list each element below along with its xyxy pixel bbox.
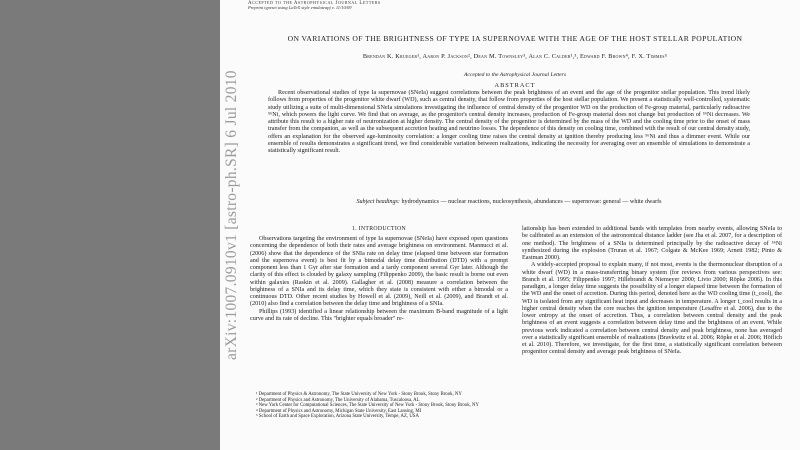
left-column	[250, 236, 508, 323]
footnotes	[250, 392, 508, 420]
intro-heading: 1. INTRODUCTION	[351, 226, 407, 232]
subject-headings-text: hydrodynamics — nuclear reactions, nucleosynthesis, abundances — supernovae: general — white dwarfs	[401, 199, 662, 205]
right-paragraph-2: A widely-accepted proposal to explain many, if not most, events is the thermonuclear disruption of a white dwarf (WD) in a mass-transferring binary system (for reviews from various perspectives see: Branch et al. 1995; Filippenko 1997; Hillebrandt & Niemeyer 2000; Livio 2000; Röpke 2006). In this paradigm, a longer delay time suggests the possibility of a longer elapsed time between the formation of the WD and the onset of accretion. During this period, denoted here as the WD cooling time (t_cool), the WD is isolated from any significant heat input and decreases in temperature. A longer t_cool results in a higher central density when the core reaches the ignition temperature (Lesaffre et al. 2006), due to the lower entropy at the onset of accretion. Thus, a correlation between central density and the peak brightness of an event suggests a correlation between delay time and the brightness of an event. While previous work indicated a correlation between central density and peak brightness, none has averaged over a statistically significant ensemble of realizations (Bravkwitz et al. 2006; Röpke et al. 2006; Höflich et al. 2010). Therefore, we investigate, for the first time, a statistically significant correlation between progenitor central density and average peak brightness of SNeIa.	[522, 262, 782, 356]
footnote: ³ New York Center for Computational Sciences, The State University of New York - Stony Brook, Stony Brook, NY	[256, 403, 479, 409]
footnote: ¹ Department of Physics & Astronomy, The State University of New York - Stony Brook, Stony Brook, NY	[256, 392, 462, 397]
abstract-heading: ABSTRACT	[494, 82, 536, 89]
journal-line: Accepted to the Astrophysical Journal Letters	[248, 1, 381, 6]
footnote: ⁵ School of Earth and Space Exploration, Arizona State University, Tempe, AZ, USA	[256, 414, 419, 420]
footnote: ⁴ Department of Physics and Astronomy, Michigan State University, East Lansing, MI	[256, 408, 422, 414]
footnote: ² Department of Physics and Astronomy, The University of Alabama, Tuscaloosa, AL	[256, 397, 420, 403]
left-paragraph-1: Observations targeting the environment of type Ia supernovae (SNeIa) have exposed open questions concerning the dependence of both their rates and average brightness on environment. Mannucci et al. (2006) show that the dependence of the SNIa rate on delay time (elapsed time between star formation and the supernova event) is best fit by a bimodal delay time distribution (DTD) with a prompt component less than 1 Gyr after star formation and a tardy component several Gyr later. Although the clarity of this effect is clouded by galaxy sampling (Filippenko 2009), the basic result is borne out even within galaxies (Raskin et al. 2009). Gallagher et al. (2008) measure a correlation between the brightness of a SNIa and its delay time, which they state is consistent with either a bimodal or a continuous DTD. Other recent studies by Howell et al. (2009), Neill et al. (2009), and Brandt et al. (2010) also find a correlation between the delay time and brightness of a SNIa.	[250, 236, 508, 308]
right-column	[522, 226, 782, 357]
preprint-line: Preprint typeset using LaTeX style emulateapj v. 11/10/09	[248, 5, 352, 10]
author-list: Brendan K. Krueger¹, Aaron P. Jackson², Dean M. Townsley³, Alan C. Calder¹,³, Edward F. Brown⁴, F. X. Timmes⁵	[362, 53, 668, 60]
abstract-text: Recent observational studies of type Ia supernovae (SNeIa) suggest correlations between the peak brightness of an event and the age of the progenitor stellar population. This trend likely follows from properties of the progenitor white dwarf (WD), such as central density, that follow from properties of the host stellar population. We present a statistically well-controlled, systematic study utilizing a suite of multi-dimensional SNeIa simulations investigating the influence of central density of the progenitor WD on the production of Fe-group material, particularly radioactive ⁵⁶Ni, which powers the light curve. We find that on average, as the progenitor's central density increases, production of Fe-group material does not change but production of ⁵⁶Ni decreases. We attribute this result to a higher rate of neutronization at higher density. The central density of the progenitor is determined by the mass of the WD and the cooling time prior to the onset of mass transfer from the companion, as well as the subsequent accretion heating and neutrino losses. The dependence of this density on cooling time, combined with the result of our central density study, offers an explanation for the observed age-luminosity correlation: a longer cooling time raises the central density at ignition thereby producing less ⁵⁶Ni and thus a dimmer event. While our ensemble of results demonstrates a significant trend, we find considerable variation between realizations, indicating the necessity for averaging over an ensemble of simulations to demonstrate a statistically significant result.	[268, 90, 750, 154]
subject-headings	[268, 199, 750, 206]
right-paragraph-1: lationship has been extended to additional bands with templates from nearby events, allowing SNeIa to be calibrated as an extension of the astronomical distance ladder (see Jha et al. 2007, for a description of one method). The brightness of a SNIa is determined principally by the radioactive decay of ⁵⁶Ni synthesized during the explosion (Truran et al. 1967; Colgate & McKee 1969; Arnett 1982; Pinto & Eastman 2000).	[522, 226, 782, 261]
left-paragraph-2: Phillips (1993) identified a linear relationship between the maximum B-band magnitude of a light curve and its rate of decline. This "brighter equals broader" re-	[250, 308, 508, 322]
accepted-note: Accepted to the Astrophysical Journal Letters	[463, 72, 567, 78]
arxiv-stamp: arXiv:1007.0910v1 [astro-ph.SR] 6 Jul 2010	[223, 70, 240, 360]
subject-headings-label: Subject headings:	[356, 199, 400, 205]
paper-title: ON VARIATIONS OF THE BRIGHTNESS OF TYPE IA SUPERNOVAE WITH THE AGE OF THE HOST STELLAR POPULATION	[287, 34, 743, 43]
paper-page	[220, 0, 800, 450]
